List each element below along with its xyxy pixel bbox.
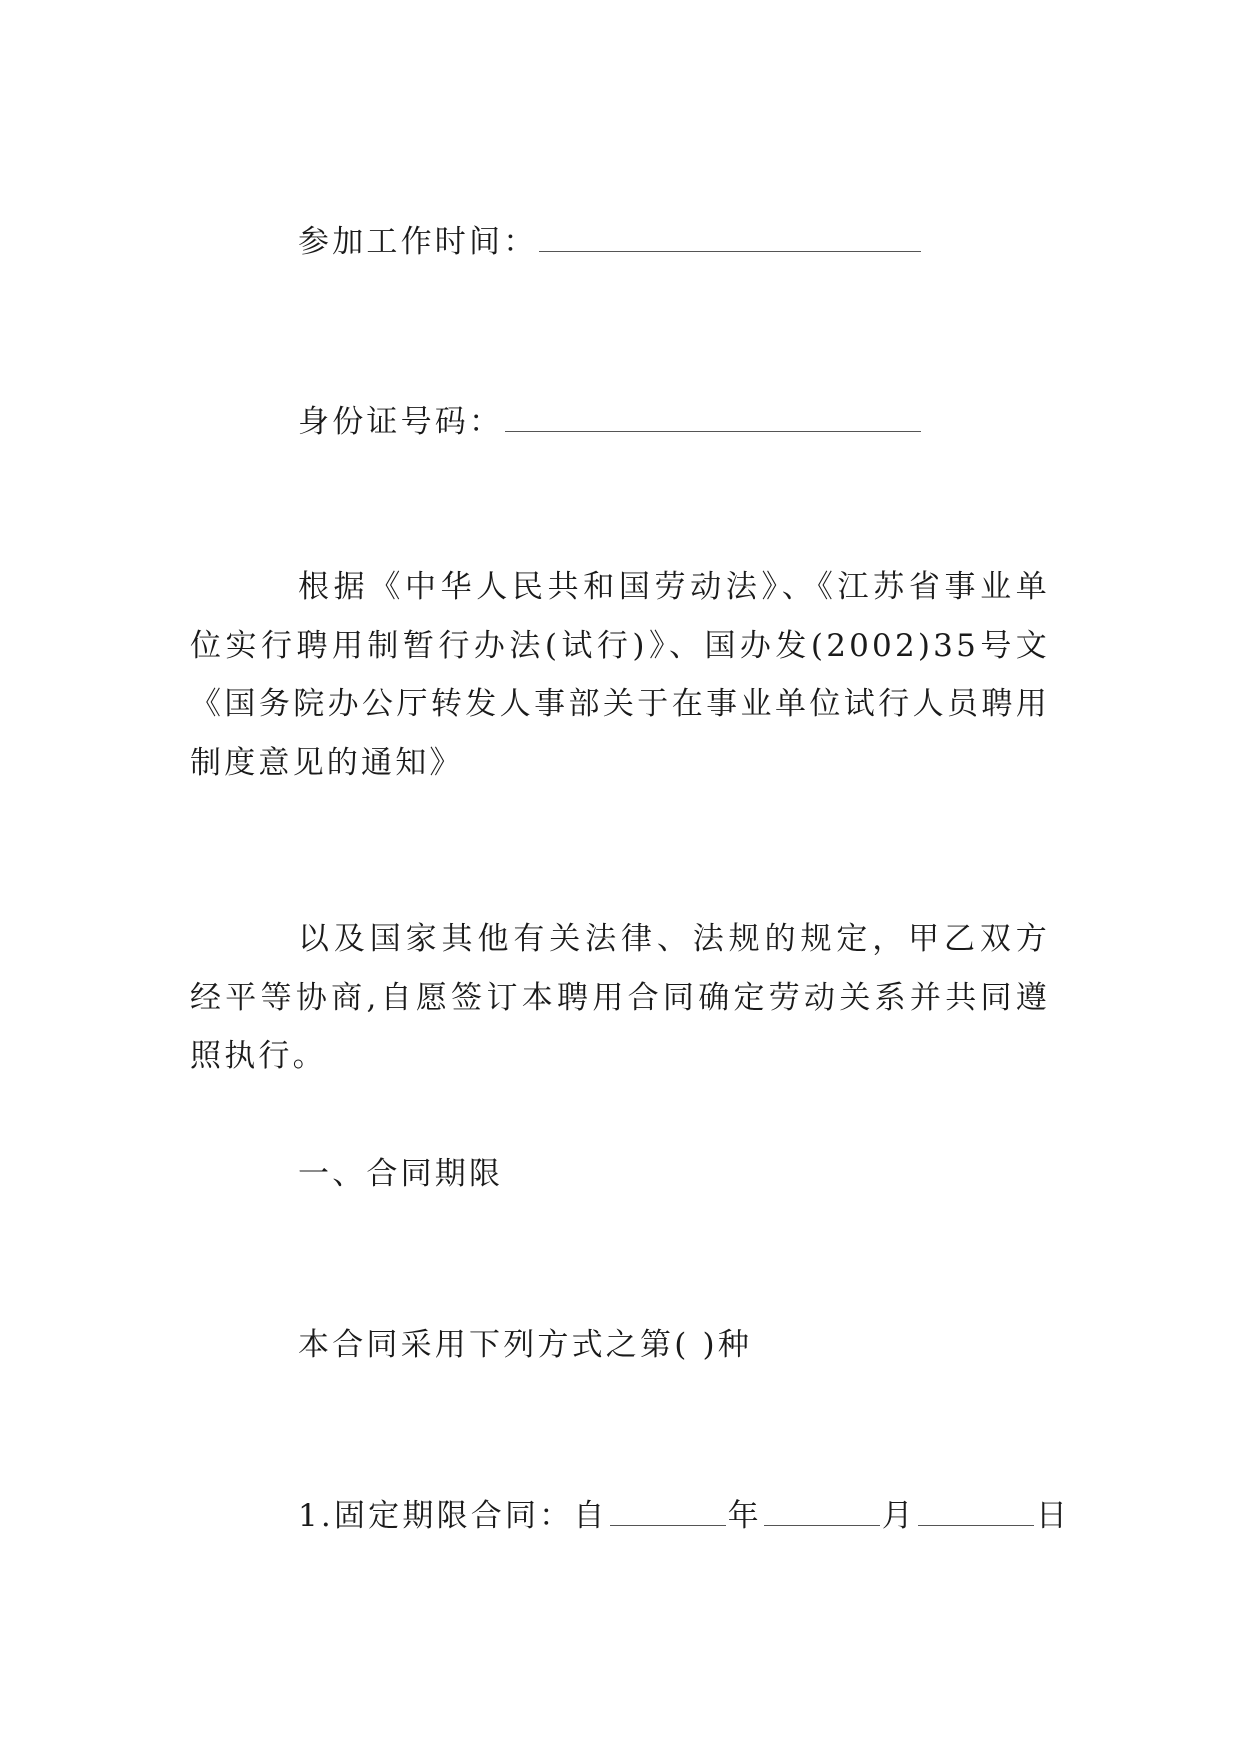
work-start-field: [298, 222, 921, 262]
contract-mode-text: 本合同采用下列方式之第( )种: [298, 1327, 753, 1363]
section-heading-contract-term: 一、合同期限: [298, 1156, 504, 1192]
month-blank[interactable]: [764, 1499, 880, 1526]
agreement-paragraph: 以及国家其他有关法律、法规的规定，甲乙双方经平等协商,自愿签订本聘用合同确定劳动关系并共同遵照执行。: [190, 921, 1050, 1074]
year-blank[interactable]: [610, 1499, 726, 1526]
basis-paragraph: 根据《中华人民共和国劳动法》、《江苏省事业单位实行聘用制暂行办法(试行)》、国办发(2002)35号文《国务院办公厅转发人事部关于在事业单位试行人员聘用制度意见的通知》: [190, 569, 1050, 781]
work-start-blank[interactable]: [539, 225, 921, 252]
month-label: 月: [881, 1498, 916, 1534]
year-label: 年: [727, 1498, 762, 1534]
fixed-term-line: [298, 1496, 1070, 1536]
id-number-blank[interactable]: [505, 405, 921, 432]
day-blank[interactable]: [918, 1499, 1034, 1526]
fixed-term-label: 1.固定期限合同：自: [298, 1498, 608, 1534]
work-start-label: 参加工作时间：: [298, 224, 538, 260]
id-number-label: 身份证号码：: [298, 404, 504, 440]
day-label: 日: [1035, 1498, 1071, 1534]
id-number-field: [298, 402, 921, 442]
